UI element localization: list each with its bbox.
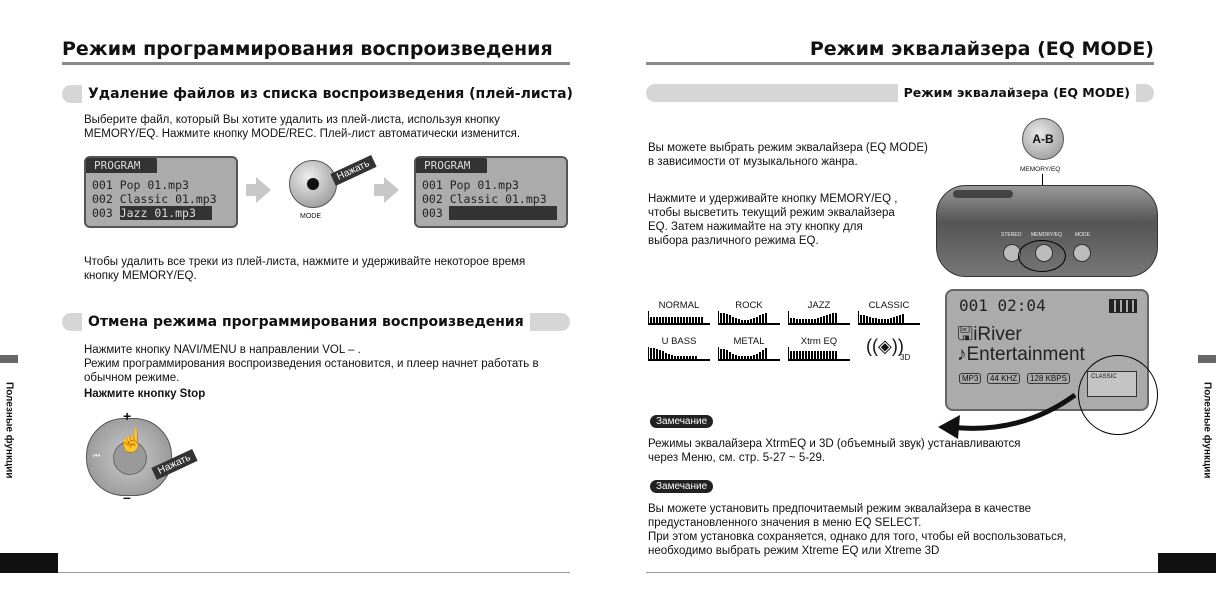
khz-badge: 44 KHZ <box>987 373 1020 384</box>
left-title-rule <box>62 62 570 65</box>
note1-line2: через Меню, см. стр. 5-27 ~ 5-29. <box>648 452 826 464</box>
lcd-row: 003 <box>416 206 566 220</box>
eq-highlight-circle <box>1078 355 1158 435</box>
device-label: MEMORY/EQ <box>1031 232 1063 238</box>
ab-caption: MEMORY/EQ <box>1020 166 1061 173</box>
side-tab-right: Полезные функции <box>1200 370 1214 490</box>
hold-line1: Нажмите и удерживайте кнопку MEMORY/EQ , <box>648 193 898 205</box>
3d-sound-icon: ((◈)) <box>866 336 904 356</box>
eq-mode-normal: NORMAL <box>648 300 710 325</box>
lcd-row: 002 Classic 01.mp3 <box>422 192 547 206</box>
lcd-header: PROGRAM <box>86 158 157 173</box>
arrow-right-icon <box>374 184 384 196</box>
left-page-title: Режим программирования воспроизведения <box>62 38 553 60</box>
arrow-right-icon <box>256 177 271 203</box>
eq-mode-metal: METAL <box>718 336 780 361</box>
eq-indicator: CLASSIC <box>1087 371 1137 397</box>
hold-line2: чтобы высветить текущий режим эквалайзера <box>648 207 895 219</box>
device-slot <box>953 190 1013 198</box>
page-number-block-right <box>1158 553 1216 573</box>
kbps-badge: 128 KBPS <box>1027 373 1070 384</box>
hand-pointer-icon: ☝ <box>118 428 146 453</box>
mode-button-illustration <box>289 160 337 208</box>
section1-line1: Выберите файл, который Вы хотите удалить из плей-листа, используя кнопку <box>84 114 500 126</box>
lcd-header: PROGRAM <box>416 158 487 173</box>
right-page-title: Режим эквалайзера (EQ MODE) <box>809 38 1154 60</box>
page-number-block-left <box>0 553 58 573</box>
artist-line: ♪Entertainment <box>957 344 1085 365</box>
eq-mode-ubass: U BASS <box>648 336 710 361</box>
section1-line2: MEMORY/EQ. Нажмите кнопку MODE/REC. Плей-лист автоматически изменится. <box>84 128 521 140</box>
intro-line1: Вы можете выбрать режим эквалайзера (EQ MODE) <box>648 142 928 154</box>
battery-icon <box>1109 299 1137 313</box>
note2-line4: необходимо выбрать режим Xtreme EQ или Xtreme 3D <box>648 545 940 557</box>
right-title-rule <box>646 62 1154 65</box>
track-time: 001 02:04 <box>959 296 1046 315</box>
arrow-right-icon <box>384 177 399 203</box>
curved-arrow-icon <box>930 385 1080 445</box>
note2-line3: При этом установка сохраняется, однако для того, чтобы ей воспользоваться, <box>648 531 1067 543</box>
eq-mode-classic: CLASSIC <box>858 300 920 325</box>
section2-line1: Нажмите кнопку NAVI/MENU в направлении VOL – . <box>84 344 361 356</box>
side-tab-marker <box>1198 355 1216 363</box>
lcd-row: 001 Pop 01.mp3 <box>422 178 519 192</box>
mode-small-button-icon <box>1073 244 1091 262</box>
lcd-row: 002 Classic 01.mp3 <box>92 192 217 206</box>
3d-label: 3D <box>900 353 911 362</box>
section2-line3: обычном режиме. <box>84 372 180 384</box>
side-tab-left: Полезные функции <box>2 370 16 490</box>
device-label: MODE <box>1075 232 1090 238</box>
highlight-circle <box>1018 240 1066 272</box>
note1-line1: Режимы эквалайзера XtrmEQ и 3D (объемный звук) устанавливаются <box>648 438 1021 450</box>
note2-badge: Замечание <box>650 480 713 493</box>
eq-mode-rock: ROCK <box>718 300 780 325</box>
delete-all-line1: Чтобы удалить все треки из плей-листа, нажмите и удерживайте некоторое время <box>84 256 526 268</box>
note1-badge: Замечание <box>650 415 713 428</box>
button-dot-icon <box>307 178 319 190</box>
lcd-row: 001 Pop 01.mp3 <box>92 178 189 192</box>
eq-mode-jazz: JAZZ <box>788 300 850 325</box>
delete-all-line2: кнопку MEMORY/EQ. <box>84 270 197 282</box>
footer-line-right <box>646 572 1158 573</box>
press-callout: Нажать <box>330 155 376 186</box>
side-tab-marker <box>0 355 18 363</box>
section2-title: Отмена режима программирования воспроизведения <box>82 313 530 331</box>
intro-line2: в зависимости от музыкального жанра. <box>648 156 858 168</box>
vol-minus-icon: – <box>123 489 131 505</box>
note2-line1: Вы можете установить предпочитаемый режим эквалайзера в качестве <box>648 503 1032 515</box>
program-lcd-before <box>84 156 238 228</box>
eq-mode-xtrm-eq: Xtrm EQ <box>788 336 850 361</box>
arrow-right-icon <box>246 184 256 196</box>
lcd-row: 003 Jazz 01.mp3 <box>86 206 236 220</box>
save-icon: 🖫 <box>957 324 974 345</box>
right-section-title: Режим эквалайзера (EQ MODE) <box>898 84 1136 102</box>
note2-line2: предустановленного значения в меню EQ SELECT. <box>648 517 922 529</box>
prev-icon: ⏮ <box>93 451 101 460</box>
music-note-icon: ♪ <box>957 344 967 365</box>
hold-line4: выбора различного режима EQ. <box>648 235 819 247</box>
press-callout: Нажать <box>151 449 197 480</box>
hold-line3: EQ. Затем нажимайте на эту кнопку для <box>648 221 863 233</box>
vol-plus-icon: + <box>123 408 132 424</box>
program-lcd-after <box>414 156 568 228</box>
mp3-badge: MP3 <box>959 373 981 384</box>
title-line: 🖫iRiver <box>957 324 1022 345</box>
section1-title: Удаление файлов из списка воспроизведения (плей-листа) <box>82 85 579 103</box>
section2-line2: Режим программирования воспроизведения остановится, и плеер начнет работать в <box>84 358 539 370</box>
footer-line-left <box>58 572 570 573</box>
mode-caption: MODE <box>300 213 321 220</box>
stop-label: Нажмите кнопку Stop <box>84 388 206 400</box>
ab-button-illustration: A-B <box>1022 118 1064 160</box>
device-label: STEREO <box>1001 232 1022 238</box>
